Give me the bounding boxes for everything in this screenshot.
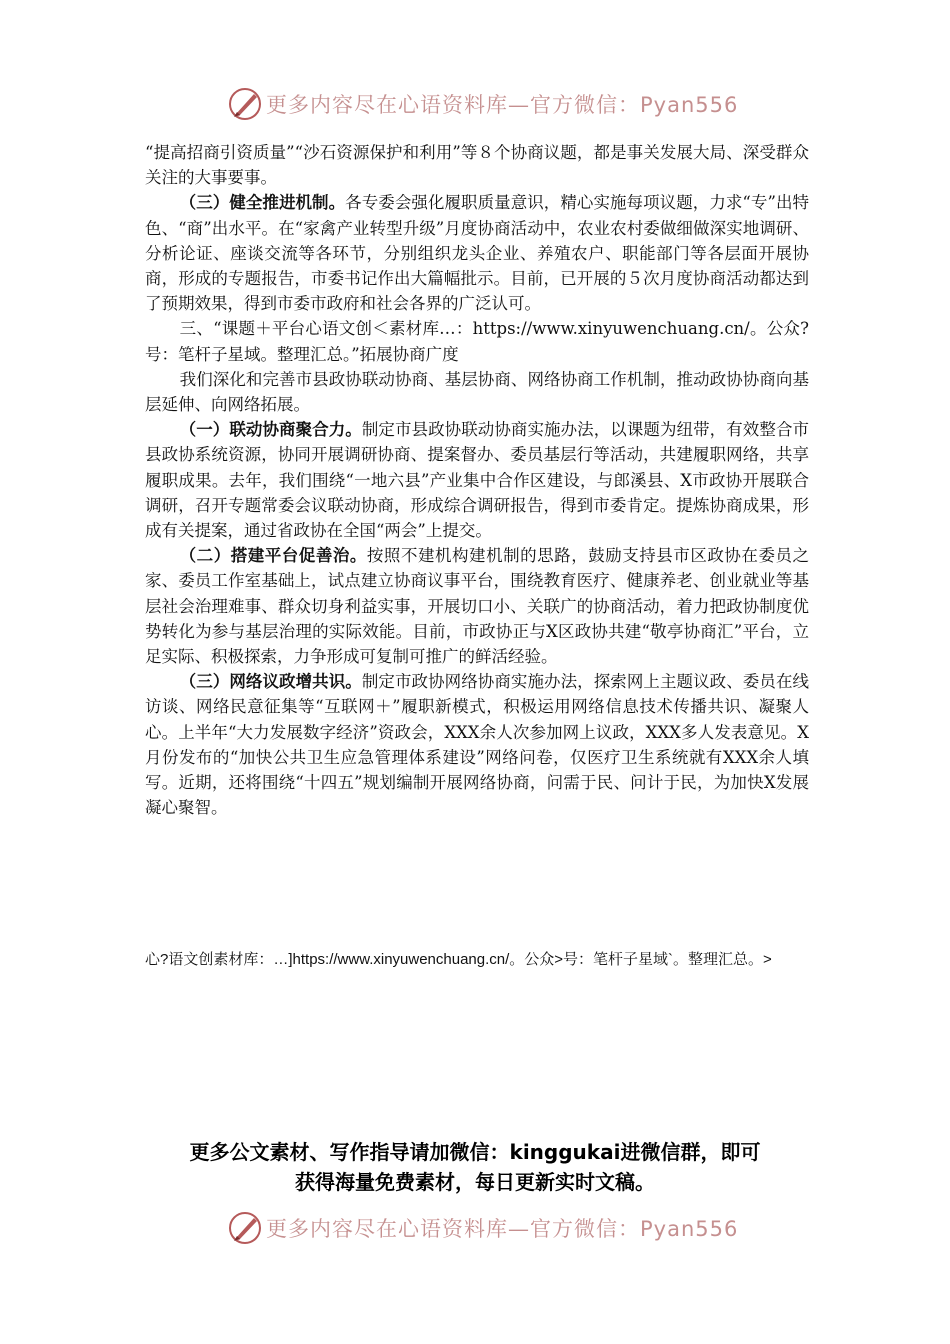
pen-logo-icon xyxy=(228,1210,264,1246)
paragraph-heading: （三）网络议政增共识。 xyxy=(179,672,362,692)
paragraph: （一）联动协商聚合力。制定市县政协联动协商实施办法，以课题为纽带，有效整合市县政协系统资源，协同开展调研协商、提案督办、委员基层行等活动，共建履职网络，共享履职成果。去年，我们围绕“一地六县”产业集中合作区建设，与郎溪县、X市政协开展联合调研，召开专题常委会议联动协商，形成综合调研报告，得到市委肯定。提炼协商成果，形成有关提案，通过省政协在全国“两会”上提交。 xyxy=(145,420,810,541)
watermark-header xyxy=(228,84,738,124)
paragraph: “提高招商引资质量”“沙石资源保护和利用”等８个协商议题，都是事关发展大局、深受群众关注的大事要事。 xyxy=(145,143,809,188)
promo-line: 获得海量免费素材，每日更新实时文稿。 xyxy=(295,1170,655,1194)
section-heading: 三、“课题＋平台心语文创＜素材库…：https://www.xinyuwenchuang.cn/。公众?号：笔杆子星域。整理汇总。”拓展协商广度 xyxy=(145,319,809,364)
promo-block xyxy=(0,1137,950,1197)
pen-logo-icon xyxy=(228,86,264,122)
paragraph-heading: （二）搭建平台促善治。 xyxy=(179,546,367,566)
paragraph: 我们深化和完善市县政协联动协商、基层协商、网络协商工作机制，推动政协协商向基层延伸、向网络拓展。 xyxy=(145,369,809,415)
paragraph: （三）网络议政增共识。制定市政协网络协商实施办法，探索网上主题议政、委员在线访谈、网络民意征集等“互联网＋”履职新模式，积极运用网络信息技术传播共识、凝聚人心。上半年“大力发展数字经济”资政会，XXX余人次参加网上议政，XXX多人发表意见。X月份发布的“加快公共卫生应急管理体系建设”网络问卷，仅医疗卫生系统就有XXX余人填写。近期，还将围绕“十四五”规划编制开展网络协商，问需于民、问计于民，为加快X发展凝心聚智。 xyxy=(145,672,810,818)
watermark-footer xyxy=(228,1208,738,1248)
paragraph: （二）搭建平台促善治。按照不建机构建机制的思路，鼓励支持县市区政协在委员之家、委员工作室基础上，试点建立协商议事平台，围绕教育医疗、健康养老、创业就业等基层社会治理难事、群众切身利益实事，开展切口小、关联广的协商活动，着力把政协制度优势转化为参与基层治理的实际效能。目前，市政协正与X区政协共建“敬亭协商汇”平台，立足实际、积极探索，力争形成可复制可推广的鲜活经验。 xyxy=(145,546,810,667)
paragraph-heading: （一）联动协商聚合力。 xyxy=(179,420,362,440)
article-body xyxy=(145,140,809,820)
promo-line: 更多公文素材、写作指导请加微信：kinggukai进微信群，即可 xyxy=(189,1140,761,1164)
watermark-text: 更多内容尽在心语资料库—官方微信：Pyan556 xyxy=(266,1217,739,1241)
watermark-text: 更多内容尽在心语资料库—官方微信：Pyan556 xyxy=(266,93,739,117)
paragraph-heading: （三）健全推进机制。 xyxy=(179,193,346,213)
source-link-line: 心?语文创素材库：…]https://www.xinyuwenchuang.cn/。公众>号：笔杆子星域`。整理汇总。> xyxy=(145,951,772,968)
paragraph: （三）健全推进机制。各专委会强化履职质量意识，精心实施每项议题，力求“专”出特色、“商”出水平。在“家禽产业转型升级”月度协商活动中，农业农村委做细做深实地调研、分析论证、座谈交流等各环节，分别组织龙头企业、养殖农户、职能部门等各层面开展协商，形成的专题报告，市委书记作出大篇幅批示。目前，已开展的５次月度协商活动都达到了预期效果，得到市委市政府和社会各界的广泛认可。 xyxy=(145,193,810,314)
